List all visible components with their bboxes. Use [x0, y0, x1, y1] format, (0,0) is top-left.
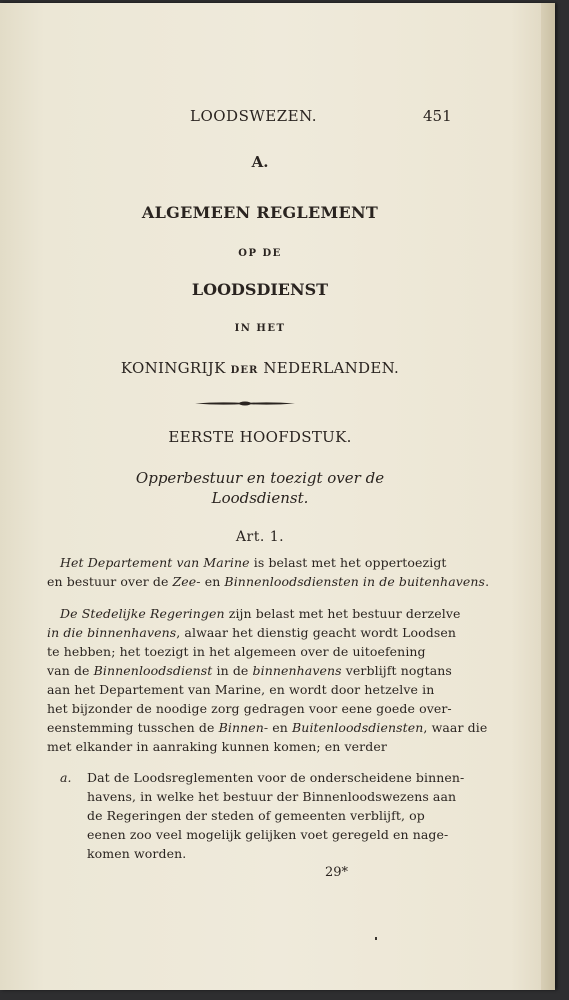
- text-line: [47, 739, 469, 754]
- chapter-subtitle-1: Opperbestuur en toezigt over de: [135, 469, 385, 487]
- text-span: , alwaar het dienstig geacht wordt Loodsen: [176, 625, 457, 640]
- text-span: , waar die: [423, 720, 488, 735]
- text-span: De Stedelijke Regeringen: [60, 606, 225, 621]
- page-number: 451: [423, 107, 452, 125]
- section-letter: A.: [251, 153, 269, 171]
- list-item-line: Dat de Loodsreglementen voor de onderscheidene binnen-: [87, 770, 465, 785]
- ink-speck: [375, 937, 377, 940]
- text-span: te hebben; het toezigt in het algemeen over de uitoefening: [47, 644, 426, 659]
- title-in-het: IN HET: [234, 323, 286, 334]
- title-der: DER: [230, 365, 259, 376]
- text-span: .: [485, 574, 490, 589]
- chapter-heading: EERSTE HOOFDSTUK.: [168, 428, 352, 446]
- ornamental-rule: [195, 401, 295, 406]
- signature-mark: 29*: [325, 865, 349, 880]
- text-span: Binnenloodsdiensten in de buitenhavens: [224, 574, 486, 589]
- text-line: [47, 720, 488, 735]
- text-span: van de: [47, 663, 94, 678]
- text-span: verblijft nogtans: [341, 663, 452, 678]
- text-span: Het Departement van Marine: [60, 555, 250, 570]
- title-koningrijk: KONINGRIJK: [120, 359, 226, 377]
- text-line: [47, 644, 469, 659]
- running-header: LOODSWEZEN.: [190, 107, 318, 125]
- page-edge: [541, 3, 555, 990]
- text-span: Buitenloodsdiensten: [292, 720, 424, 735]
- text-span: en: [200, 574, 225, 589]
- text-span: en: [268, 720, 293, 735]
- text-span: is belast met het oppertoezigt: [249, 555, 447, 570]
- text-line: [47, 663, 469, 678]
- text-span: zijn belast met het bestuur derzelve: [224, 606, 461, 621]
- text-span: in die binnenhavens: [47, 625, 177, 640]
- list-item-line: havens, in welke het bestuur der Binnenloodswezens aan: [87, 789, 457, 804]
- text-span: het bijzonder de noodige zorg gedragen voor eene goede over-: [47, 701, 452, 716]
- text-line: [60, 555, 470, 570]
- book-page: [0, 3, 555, 990]
- list-item-line: komen worden.: [87, 846, 187, 861]
- text-line: [47, 574, 490, 589]
- title-nederlanden: NEDERLANDEN.: [263, 359, 400, 377]
- chapter-subtitle-2: Loodsdienst.: [211, 489, 309, 507]
- text-span: Binnenloodsdienst: [93, 663, 213, 678]
- text-span: aan het Departement van Marine, en wordt door hetzelve in: [47, 682, 435, 697]
- text-span: binnenhavens: [252, 663, 342, 678]
- article-label: Art. 1.: [235, 529, 285, 545]
- title-op-de: OP DE: [238, 248, 282, 259]
- text-line: [47, 625, 469, 640]
- text-line: [47, 701, 469, 716]
- text-line: [60, 606, 470, 621]
- text-span: Zee-: [172, 574, 201, 589]
- list-item-line: eenen zoo veel mogelijk gelijken voet geregeld en nage-: [87, 827, 449, 842]
- title-line-1: ALGEMEEN REGLEMENT: [141, 203, 379, 222]
- text-span: en bestuur over de: [47, 574, 173, 589]
- text-span: eenstemming tusschen de: [47, 720, 219, 735]
- list-marker: a.: [60, 770, 72, 785]
- list-item-line: de Regeringen der steden of gemeenten verblijft, op: [87, 808, 425, 823]
- title-line-3: [0, 359, 520, 377]
- text-span: Binnen-: [218, 720, 269, 735]
- text-span: met elkander in aanraking kunnen komen; en verder: [47, 739, 387, 754]
- text-line: [47, 682, 469, 697]
- text-span: in de: [212, 663, 253, 678]
- title-line-2: LOODSDIENST: [191, 280, 329, 299]
